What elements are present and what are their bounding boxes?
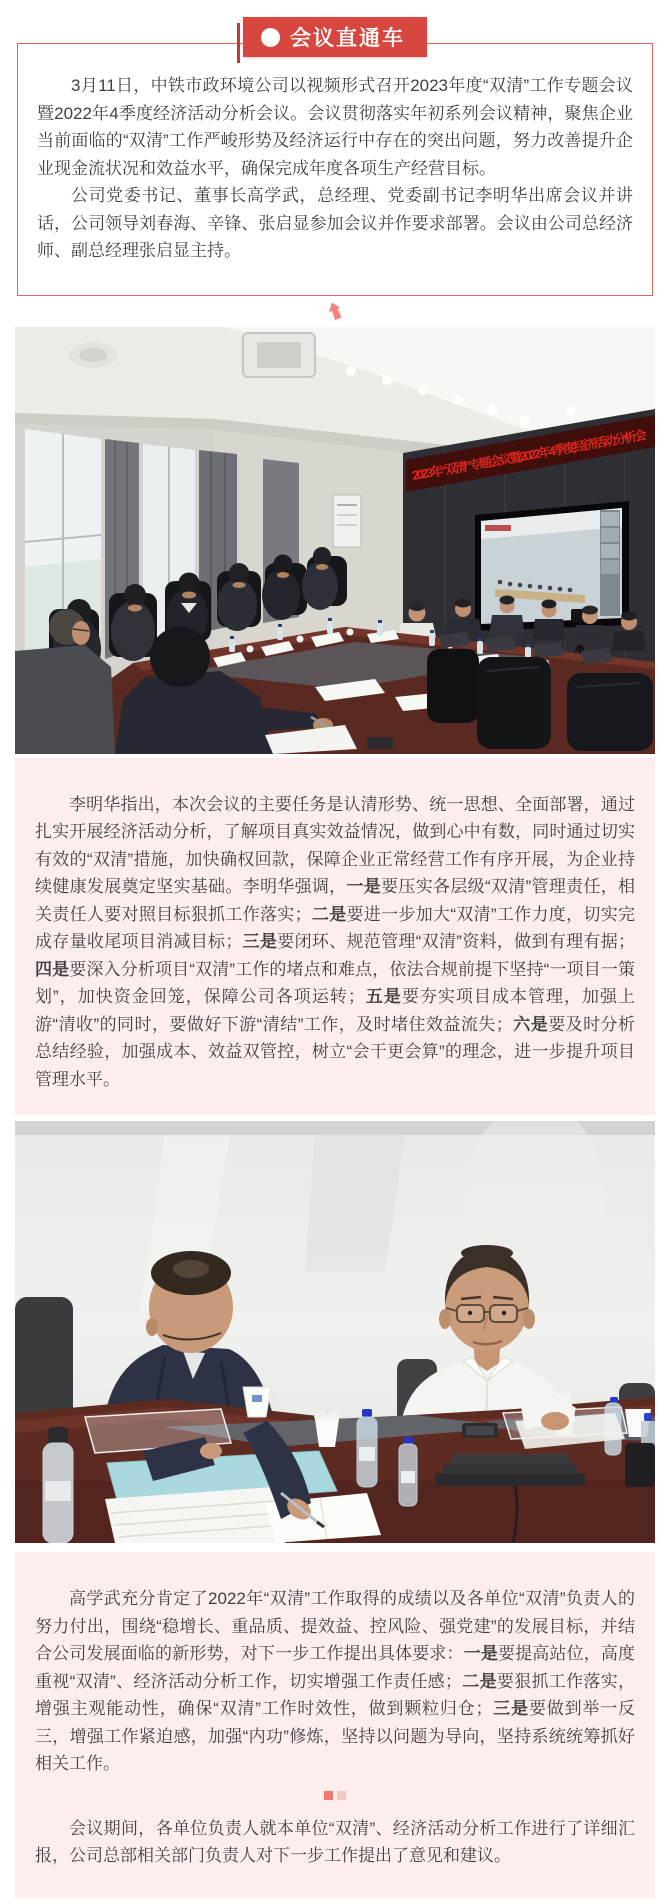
banner-text: 2023年“双清”专题会议暨2022年4季度经济活动分析会 (411, 427, 648, 483)
remarks1-point2-label: 二是 (311, 904, 347, 924)
remarks2-point2-text: 要狠抓工作落实，增强主观能动性，确保“双清”工作时效性，做到颗粒归仓； (35, 1671, 636, 1718)
executives-illustration (15, 1121, 655, 1543)
intro-paragraph-1: 3月11日，中铁市政环境公司以视频形式召开2023年度“双清”工作专题会议暨2022年4季度经济活动分析会议。会议贯彻落实年初系列会议精神，聚焦企业当前面临的“双清”工作严峻形势及经济运行中存在的突出问题，努力改善提升企业现金流状况和效益水平，确保完成年度各项生产经营目标。 (37, 76, 633, 178)
up-arrow-icon (327, 301, 343, 321)
remarks2-point2-label: 二是 (461, 1671, 497, 1691)
article-page (0, 27, 670, 1904)
remarks2-point3-text: 要做到举一反三，增强工作紧迫感，加强“内功”修炼，坚持以问题为导向，坚持系统统筹抓好相关工作。 (35, 1699, 636, 1773)
remarks1-point6-text: 要及时分析总结经验，加强成本、效益双管控，树立“会干更会算”的理念，进一步提升项目管理水平。 (35, 1014, 636, 1089)
remarks2-point1-text: 要提高站位，高度重视“双清”、经济活动分析工作，切实增强工作责任感； (35, 1644, 636, 1691)
remarks1-point5-label: 五是 (364, 987, 402, 1006)
remarks1-point4-label: 四是 (35, 959, 70, 979)
remarks1-point1-label: 一是 (346, 877, 382, 896)
photo-meeting-room (15, 327, 655, 754)
intro-paragraph-2: 公司党委书记、董事长高学武，总经理、党委副书记李明华出席会议并讲话，公司领导刘春海、辛锋、张启显参加会议并作要求部署。会议由公司总经济师、副总经理张启显主持。 (37, 186, 633, 260)
intro-section (17, 27, 653, 296)
gao-xuewu-remarks-section (15, 1552, 655, 1898)
remarks1-point3-label: 三是 (242, 932, 278, 951)
square-icon (337, 1791, 346, 1800)
remarks1-point6-label: 六是 (512, 1014, 549, 1034)
remarks2-point1-label: 一是 (463, 1644, 498, 1663)
remarks2-lead: 高学武充分肯定了2022年“双清”工作取得的成绩以及各单位“双清”负责人的努力付出，围绕“稳增长、重品质、提效益、控风险、强党建”的发展目标，并结合公司发展面临的新形势，对下一步工作提出具体要求： (35, 1589, 635, 1663)
remarks1-point2-text: 要进一步加大“双清”工作力度，切实完成存量收尾项目消减目标； (35, 904, 636, 951)
square-icon (324, 1791, 333, 1800)
remarks1-point4-text: 要深入分析项目“双清”工作的堵点和难点，依法合规前提下坚持“一项目一策划”，加快资金回笼，保障公司各项运转； (35, 959, 636, 1006)
remarks2-point3-label: 三是 (492, 1699, 529, 1718)
badge-label: 会议直通车 (290, 27, 405, 50)
badge (243, 17, 427, 57)
arrow-decoration (0, 296, 670, 327)
meeting-room-illustration (15, 327, 655, 754)
section-badge (243, 17, 427, 57)
remarks1-point3-text: 要闭环、规范管理“双清”资料，做到有理有据； (277, 932, 636, 951)
li-minghua-remarks-section (15, 758, 655, 1116)
remarks1-lead: 李明华指出，本次会议的主要任务是认清形势、统一思想、全面部署，通过扎实开展经济活动分析，了解项目真实效益情况，做到心中有数，同时通过切实有效的“双清”措施，加快确权回款，保障企业正常经营工作有序开展，为企业持续健康发展奠定坚实基础。李明华强调， (35, 794, 635, 896)
squares-decoration (35, 1791, 635, 1800)
closing-paragraph: 会议期间，各单位负责人就本单位“双清”、经济活动分析工作进行了详细汇报，公司总部相关部门负责人对下一步工作提出了意见和建议。 (35, 1818, 635, 1865)
badge-accent-bar (237, 23, 240, 63)
remarks1-point5-text: 要夯实项目成本管理，加强上游“清收”的同时，要做好下游“清结”工作，及时堵住效益流失； (35, 987, 635, 1034)
gao-xuewu-paragraph (35, 1585, 635, 1778)
circle-bullet-icon (261, 28, 280, 47)
li-minghua-paragraph (35, 791, 635, 1094)
wall-sign (333, 495, 361, 547)
remarks1-point1-text: 要压实各层级“双清”管理责任，相关责任人要对照目标狠抓工作落实； (35, 877, 636, 924)
photo-executives (15, 1121, 655, 1543)
